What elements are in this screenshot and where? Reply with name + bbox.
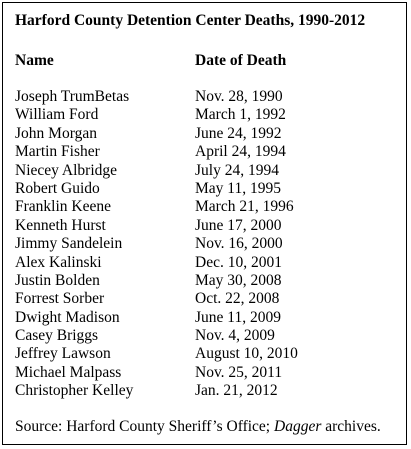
row-name: John Morgan (15, 124, 97, 142)
row-name: Justin Bolden (15, 271, 100, 289)
table-row (3, 88, 406, 106)
table-row (3, 162, 406, 180)
source-note (15, 418, 381, 436)
row-name: Casey Briggs (15, 327, 99, 345)
row-date: Nov. 4, 2009 (195, 327, 275, 345)
row-date: June 17, 2000 (195, 216, 282, 234)
table-row (3, 180, 406, 198)
deaths-table-box (2, 2, 407, 445)
table-row (3, 382, 406, 400)
row-date: Nov. 16, 2000 (195, 235, 283, 253)
row-name: Joseph TrumBetas (15, 88, 130, 105)
row-date: Nov. 25, 2011 (195, 363, 283, 381)
row-date: Dec. 10, 2001 (195, 253, 282, 271)
row-date: Jan. 21, 2012 (195, 382, 278, 400)
source-prefix: Source: Harford County Sheriff’s Office; (15, 418, 274, 435)
table-row (3, 143, 406, 161)
row-name: Alex Kalinski (15, 253, 102, 271)
column-header-date: Date of Death (195, 52, 287, 69)
row-date: March 1, 1992 (195, 106, 286, 124)
row-date: May 30, 2008 (195, 271, 282, 289)
source-suffix: archives. (321, 418, 381, 435)
row-name: Jeffrey Lawson (15, 345, 111, 363)
table-row (3, 272, 406, 290)
row-name: Forrest Sorber (15, 290, 105, 308)
column-header-name: Name (15, 52, 54, 69)
row-date: Nov. 28, 1990 (195, 88, 283, 105)
source-publication: Dagger (274, 418, 322, 435)
row-name: William Ford (15, 106, 99, 124)
table-row (3, 106, 406, 124)
table-rows (3, 88, 406, 401)
row-name: Dwight Madison (15, 308, 120, 326)
row-date: August 10, 2010 (195, 345, 298, 363)
table-title: Harford County Detention Center Deaths, 1990-2012 (15, 12, 366, 29)
row-name: Niecey Albridge (15, 161, 118, 179)
row-date: March 21, 1996 (195, 198, 294, 216)
table-row (3, 217, 406, 235)
table-row (3, 198, 406, 216)
row-name: Martin Fisher (15, 143, 100, 161)
row-date: June 11, 2009 (195, 308, 281, 326)
row-name: Jimmy Sandelein (15, 235, 123, 253)
table-row (3, 125, 406, 143)
table-row (3, 345, 406, 363)
row-name: Christopher Kelley (15, 382, 134, 400)
row-date: July 24, 1994 (195, 161, 279, 179)
row-date: June 24, 1992 (195, 124, 282, 142)
row-name: Kenneth Hurst (15, 216, 106, 234)
row-name: Robert Guido (15, 179, 100, 197)
row-date: Oct. 22, 2008 (195, 290, 280, 308)
table-row (3, 327, 406, 345)
table-row (3, 254, 406, 272)
table-row (3, 309, 406, 327)
row-date: May 11, 1995 (195, 179, 281, 197)
table-row (3, 290, 406, 308)
row-name: Franklin Keene (15, 198, 111, 216)
row-name: Michael Malpass (15, 363, 122, 381)
table-row (3, 364, 406, 382)
table-row (3, 235, 406, 253)
row-date: April 24, 1994 (195, 143, 286, 161)
